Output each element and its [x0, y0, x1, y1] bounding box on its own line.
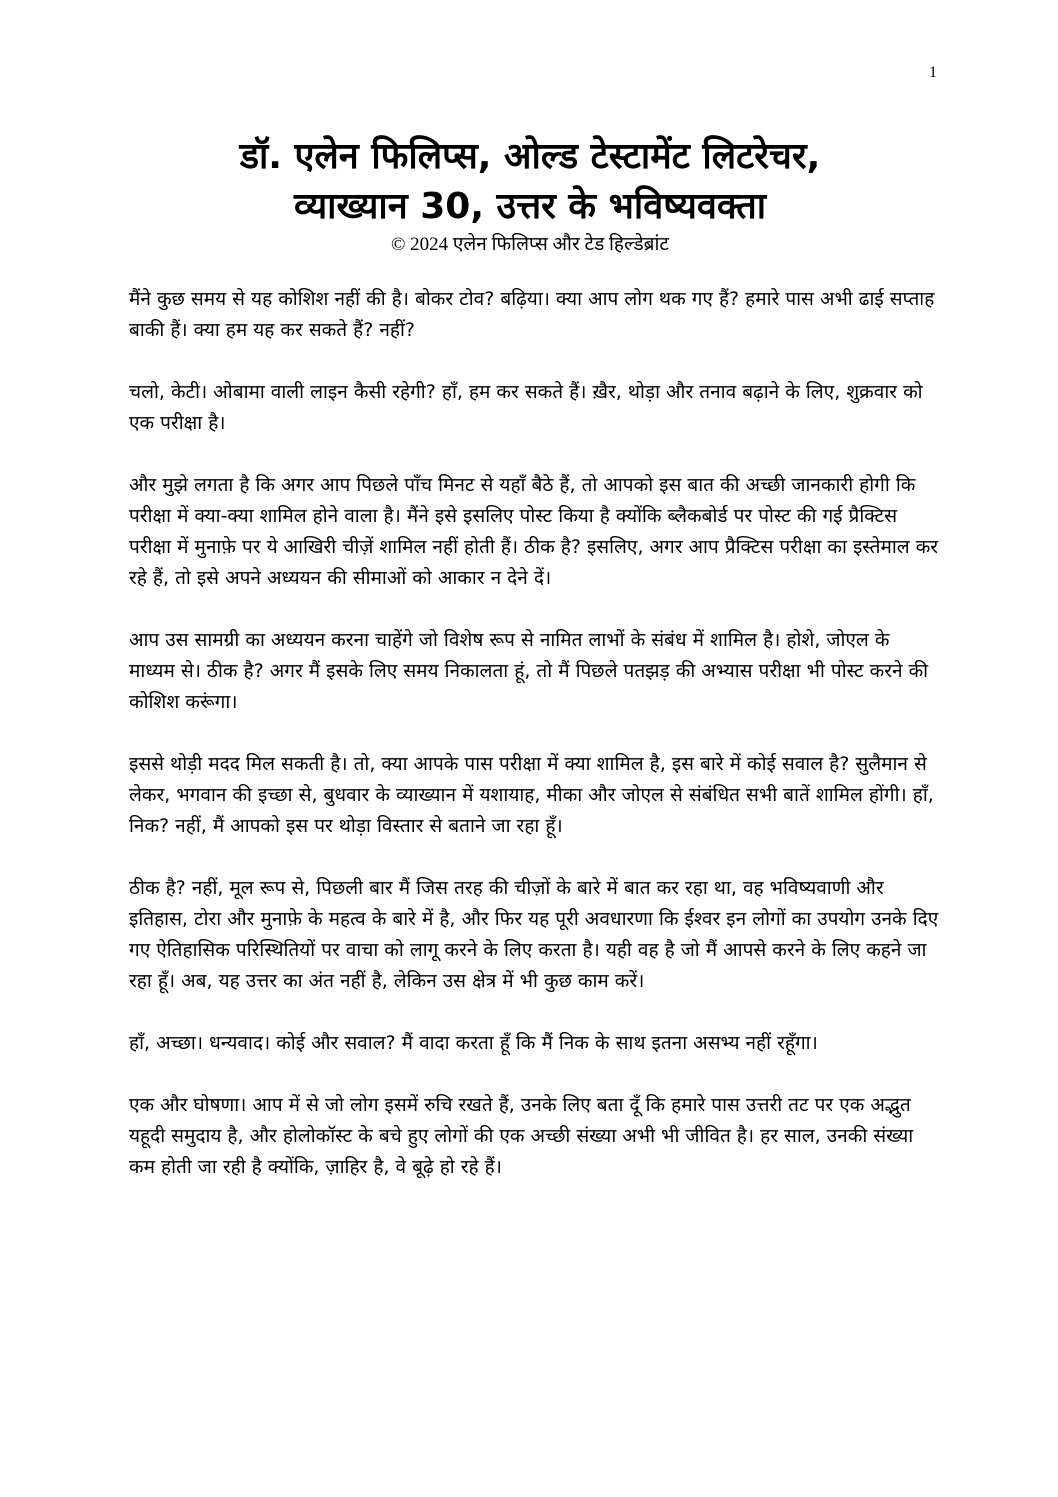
copyright-line: © 2024 एलेन फिलिप्स और टेड हिल्डेब्रांट — [390, 234, 670, 255]
title-line-1: डॉ. एलेन फिलिप्स, ओल्ड टेस्टामेंट लिटरेचर, — [239, 136, 821, 177]
paragraph: ठीक है? नहीं, मूल रूप से, पिछली बार मैं जिस तरह की चीज़ों के बारे में बात कर रहा था, वह भविष्यवाणी और इतिहास, टोरा और मुनाफ़े के महत्व के बारे में है, और फिर यह पूरी अवधारणा कि ईश्वर इन लोगों का उपयोग उनके दिए गए ऐतिहासिक परिस्थितियों पर वाचा को लागू करने के लिए करता है। यही वह है जो मैं आपसे करने के लिए कहने जा रहा हूँ। अब, यह उत्तर का अंत नहीं है, लेकिन उस क्षेत्र में भी कुछ काम करें। — [129, 877, 939, 992]
document-title — [130, 132, 930, 232]
title-line-2: व्याख्यान 30, उत्तर के भविष्यवक्ता — [293, 186, 767, 227]
paragraph: और मुझे लगता है कि अगर आप पिछले पाँच मिनट से यहाँ बैठे हैं, तो आपको इस बात की अच्छी जानकारी होगी कि परीक्षा में क्या-क्या शामिल होने वाला है। मैंने इसे इसलिए पोस्ट किया है क्योंकि ब्लैकबोर्ड पर पोस्ट की गई प्रैक्टिस परीक्षा में मुनाफ़े पर ये आखिरी चीज़ें शामिल नहीं होती हैं। ठीक है? इसलिए, अगर आप प्रैक्टिस परीक्षा का इस्तेमाल कर रहे हैं, तो इसे अपने अध्ययन की सीमाओं को आकार न देने दें। — [129, 474, 939, 589]
paragraph: आप उस सामग्री का अध्ययन करना चाहेंगे जो विशेष रूप से नामित लाभों के संबंध में शामिल है। होशे, जोएल के माध्यम से। ठीक है? अगर मैं इसके लिए समय निकालता हूं, तो मैं पिछले पतझड़ की अभ्यास परीक्षा भी पोस्ट करने की कोशिश करूंगा। — [129, 629, 929, 713]
paragraph: मैंने कुछ समय से यह कोशिश नहीं की है। बोकर टोव? बढ़िया। क्या आप लोग थक गए हैं? हमारे पास अभी ढाई सप्ताह बाकी हैं। क्या हम यह कर सकते हैं? नहीं? — [129, 288, 935, 341]
page-number: 1 — [929, 64, 937, 81]
paragraph: इससे थोड़ी मदद मिल सकती है। तो, क्या आपके पास परीक्षा में क्या शामिल है, इस बारे में कोई सवाल है? सुलैमान से लेकर, भगवान की इच्छा से, बुधवार के व्याख्यान में यशायाह, मीका और जोएल से संबंधित सभी बातें शामिल होंगी। हाँ, निक? नहीं, मैं आपको इस पर थोड़ा विस्तार से बताने जा रहा हूँ। — [129, 753, 934, 837]
paragraph: एक और घोषणा। आप में से जो लोग इसमें रुचि रखते हैं, उनके लिए बता दूँ कि हमारे पास उत्तरी तट पर एक अद्भुत यहूदी समुदाय है, और होलोकॉस्ट के बचे हुए लोगों की एक अच्छी संख्या अभी भी जीवित है। हर साल, उनकी संख्या कम होती जा रही है क्योंकि, ज़ाहिर है, वे बूढ़े हो रहे हैं। — [129, 1094, 914, 1178]
paragraph: चलो, केटी। ओबामा वाली लाइन कैसी रहेगी? हाँ, हम कर सकते हैं। ख़ैर, थोड़ा और तनाव बढ़ाने के लिए, शुक्रवार को एक परीक्षा है। — [129, 381, 923, 434]
paragraph: हाँ, अच्छा। धन्यवाद। कोई और सवाल? मैं वादा करता हूँ कि मैं निक के साथ इतना असभ्य नहीं रहूँगा। — [129, 1032, 818, 1054]
transcript-body — [129, 284, 941, 1214]
